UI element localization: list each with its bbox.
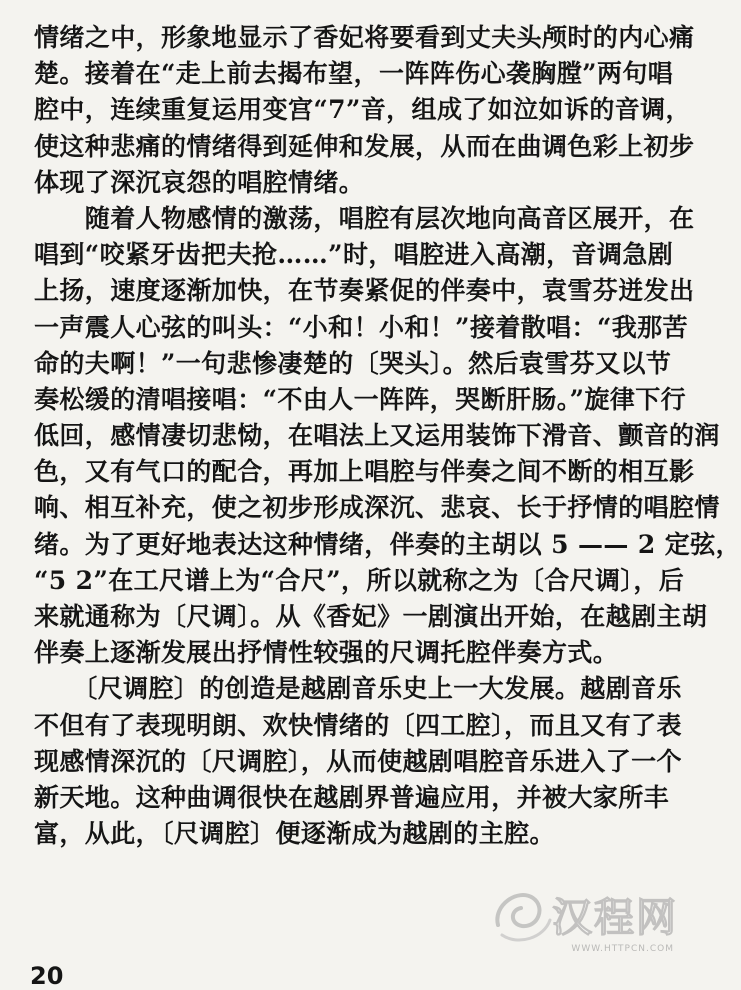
text-line-2: 楚。接着在“走上前去揭布望，一阵阵伤心袭胸膛”两句唱 bbox=[34, 59, 674, 89]
text-line-20: 不但有了表现明朗、欢快情绪的〔四工腔〕，而且又有了表 bbox=[34, 710, 682, 740]
text-line-15: 绪。为了更好地表达这种情绪，伴奏的主胡以 5 —— 2 定弦， bbox=[34, 529, 741, 559]
text-line-21: 现感情深沉的〔尺调腔〕，从而使越剧唱腔音乐进入了一个 bbox=[34, 746, 682, 776]
watermark-logo-text: 汉程网 bbox=[552, 895, 678, 941]
text-line-4: 使这种悲痛的情绪得到延伸和发展，从而在曲调色彩上初步 bbox=[34, 131, 695, 161]
text-line-1: 情绪之中，形象地显示了香妃将要看到丈夫头颅时的内心痛 bbox=[34, 23, 695, 52]
text-line-12: 低回，感情凄切悲恸，在唱法上又运用装饰下滑音、颤音的润 bbox=[34, 421, 720, 451]
text-line-11: 奏松缓的清唱接唱：“不由人一阵阵，哭断肝肠。”旋律下行 bbox=[34, 384, 687, 414]
body-text bbox=[34, 20, 741, 852]
text-line-14: 响、相互补充，使之初步形成深沉、悲哀、长于抒情的唱腔情 bbox=[34, 493, 720, 523]
text-line-7: 唱到“咬紧牙齿把夫抢……”时，唱腔进入高潮，音调急剧 bbox=[34, 240, 674, 270]
site-watermark bbox=[488, 880, 678, 960]
text-line-13: 色，又有气口的配合，再加上唱腔与伴奏之间不断的相互影 bbox=[34, 457, 695, 487]
text-line-10: 命的夫啊！”一句悲惨凄楚的〔哭头〕。然后袁雪芬又以节 bbox=[34, 348, 672, 378]
text-line-8: 上扬，速度逐渐加快，在节奏紧促的伴奏中，袁雪芬迸发出 bbox=[34, 276, 695, 306]
text-line-5: 体现了深沉哀怨的唱腔情绪。 bbox=[34, 167, 365, 197]
text-line-23: 富，从此，〔尺调腔〕便逐渐成为越剧的主腔。 bbox=[34, 819, 555, 849]
text-line-22: 新天地。这种曲调很快在越剧界普遍应用，并被大家所丰 bbox=[34, 782, 670, 812]
text-line-19: 〔尺调腔〕的创造是越剧音乐史上一大发展。越剧音乐 bbox=[34, 674, 682, 704]
text-line-6: 随着人物感情的激荡，唱腔有层次地向高音区展开，在 bbox=[34, 203, 695, 233]
text-line-9: 一声震人心弦的叫头：“小和！小和！”接着散唱：“我那苦 bbox=[34, 312, 688, 342]
page-number: 20 bbox=[30, 962, 64, 990]
text-line-17: 来就通称为〔尺调〕。从《香妃》一剧演出开始，在越剧主胡 bbox=[34, 602, 708, 631]
watermark-url: WWW.HTTPCN.COM bbox=[571, 944, 674, 954]
swirl-logo-icon bbox=[488, 880, 558, 950]
text-line-3: 腔中，连续重复运用变宫“7”音，组成了如泣如诉的音调， bbox=[34, 95, 691, 125]
text-line-18: 伴奏上逐渐发展出抒情性较强的尺调托腔伴奏方式。 bbox=[34, 638, 619, 668]
text-line-16: “5 2”在工尺谱上为“合尺”，所以就称之为〔合尺调〕，后 bbox=[34, 565, 685, 595]
